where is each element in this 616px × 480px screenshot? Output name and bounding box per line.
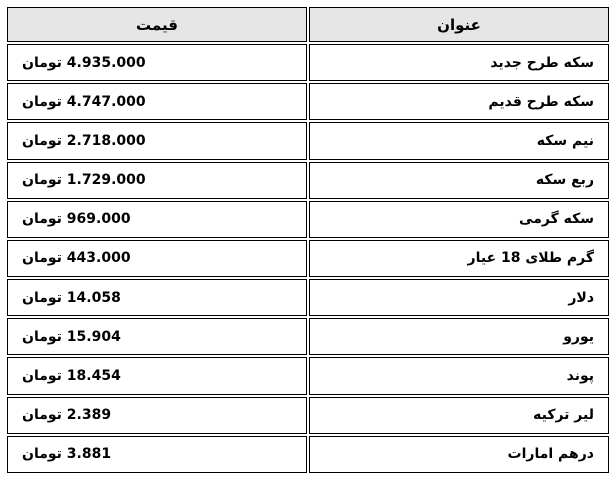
row-price: 2.389 تومان bbox=[7, 397, 307, 434]
row-title: یورو bbox=[309, 318, 609, 355]
header-row bbox=[7, 7, 609, 42]
row-price: 18.454 تومان bbox=[7, 357, 307, 394]
table-row bbox=[7, 122, 609, 159]
table-row bbox=[7, 201, 609, 238]
row-title: گرم طلای 18 عیار bbox=[309, 240, 609, 277]
table-row bbox=[7, 279, 609, 316]
row-price: 15.904 تومان bbox=[7, 318, 307, 355]
table-row bbox=[7, 240, 609, 277]
row-price: 3.881 تومان bbox=[7, 436, 307, 473]
row-title: پوند bbox=[309, 357, 609, 394]
row-price: 1.729.000 تومان bbox=[7, 162, 307, 199]
row-title: سکه طرح جدید bbox=[309, 44, 609, 81]
row-price: 4.747.000 تومان bbox=[7, 83, 307, 120]
row-price: 4.935.000 تومان bbox=[7, 44, 307, 81]
table-row bbox=[7, 162, 609, 199]
table-row bbox=[7, 436, 609, 473]
header-price: قیمت bbox=[7, 7, 307, 42]
row-title: درهم امارات bbox=[309, 436, 609, 473]
table-row bbox=[7, 357, 609, 394]
price-table bbox=[5, 5, 611, 475]
table-row bbox=[7, 44, 609, 81]
table-row bbox=[7, 397, 609, 434]
header-title: عنوان bbox=[309, 7, 609, 42]
row-title: نیم سکه bbox=[309, 122, 609, 159]
row-title: ربع سکه bbox=[309, 162, 609, 199]
row-price: 14.058 تومان bbox=[7, 279, 307, 316]
row-title: لیر ترکیه bbox=[309, 397, 609, 434]
row-price: 969.000 تومان bbox=[7, 201, 307, 238]
row-price: 443.000 تومان bbox=[7, 240, 307, 277]
row-title: سکه گرمی bbox=[309, 201, 609, 238]
price-table-container bbox=[5, 5, 611, 475]
row-title: سکه طرح قدیم bbox=[309, 83, 609, 120]
row-title: دلار bbox=[309, 279, 609, 316]
table-row bbox=[7, 83, 609, 120]
row-price: 2.718.000 تومان bbox=[7, 122, 307, 159]
table-row bbox=[7, 318, 609, 355]
